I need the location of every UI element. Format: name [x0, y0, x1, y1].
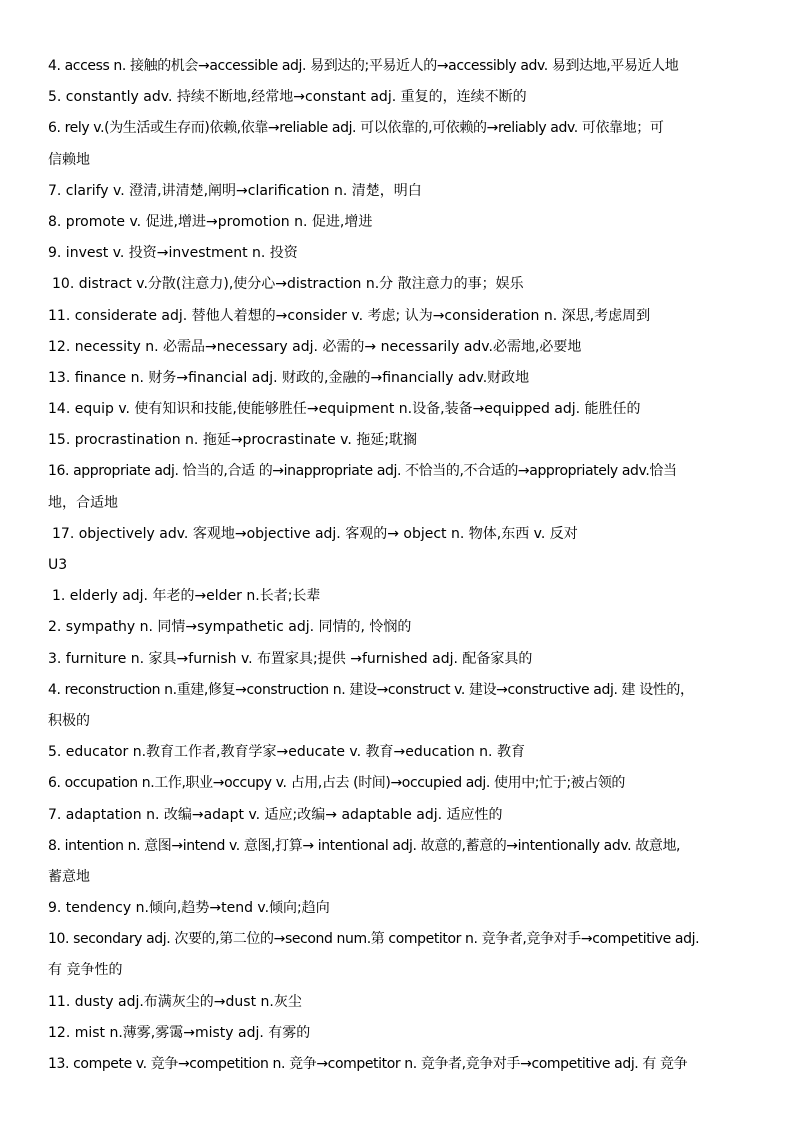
vocab-entry-equip: 14. equip v. 使有知识和技能,使能够胜任→equipment n.设备,装备→equipped adj. 能胜任的 — [48, 401, 641, 418]
vocab-entry-secondary: 10. secondary adj. 次要的,第二位的→second num.第 competitor n. 竞争者,竞争对手→competitive adj. — [48, 931, 700, 948]
vocab-entry-occupation: 6. occupation n.工作,职业→occupy v. 占用,占去 (时间)→occupied adj. 使用中;忙于;被占领的 — [48, 775, 626, 792]
vocab-entry-sympathy: 2. sympathy n. 同情→sympathetic adj. 同情的, 怜悯的 — [48, 619, 412, 636]
vocab-entry-intention: 8. intention n. 意图→intend v. 意图,打算→ intentional adj. 故意的,蓄意的→intentionally adv. 故意地, — [48, 837, 681, 854]
vocab-entry-appropriate: 16. appropriate adj. 恰当的,合适 的→inappropriate adj. 不恰当的,不合适的→appropriately adv.恰当 — [48, 463, 677, 480]
vocab-entry-furniture: 3. furniture n. 家具→furnish v. 布置家具;提供 →furnished adj. 配备家具的 — [48, 650, 533, 667]
vocab-entry-access: 4. access n. 接触的机会→accessible adj. 易到达的;平易近人的→accessibly adv. 易到达地,平易近人地 — [48, 58, 679, 74]
vocab-entry-elderly: 1. elderly adj. 年老的→elder n.长者;长辈 — [52, 588, 321, 605]
vocab-entry-rely: 6. rely v.(为生活或生存而)依赖,依靠→reliable adj. 可以依靠的,可依赖的→reliably adv. 可依靠地；可 — [48, 120, 664, 137]
vocab-entry-finance: 13. finance n. 财务→financial adj. 财政的,金融的→financially adv.财政地 — [48, 369, 530, 386]
vocab-entry-tendency: 9. tendency n.倾向,趋势→tend v.倾向;趋向 — [48, 900, 330, 917]
vocab-entry-adaptation: 7. adaptation n. 改编→adapt v. 适应;改编→ adaptable adj. 适应性的 — [48, 806, 503, 823]
vocab-entry-reconstruction-continued: 积极的 — [48, 712, 90, 729]
vocab-entry-constantly: 5. constantly adv. 持续不断地,经常地→constant adj. 重复的，连续不断的 — [48, 89, 527, 106]
vocab-entry-appropriate-continued: 地，合适地 — [48, 494, 118, 511]
vocab-entry-distract: 10. distract v.分散(注意力),使分心→distraction n.分 散注意力的事；娱乐 — [52, 276, 524, 293]
vocab-entry-intention-continued: 蓄意地 — [48, 868, 90, 885]
vocab-entry-invest: 9. invest v. 投资→investment n. 投资 — [48, 245, 298, 262]
vocab-entry-reconstruction: 4. reconstruction n.重建,修复→construction n. 建设→construct v. 建设→constructive adj. 建 设性的， — [48, 681, 694, 698]
vocab-entry-considerate: 11. considerate adj. 替他人着想的→consider v. 考虑; 认为→consideration n. 深思,考虑周到 — [48, 307, 651, 324]
vocab-entry-rely-continued: 信赖地 — [48, 151, 90, 168]
vocab-entry-clarify: 7. clarify v. 澄清,讲清楚,阐明→clarification n. 清楚，明白 — [48, 182, 422, 199]
vocab-entry-educator: 5. educator n.教育工作者,教育学家→educate v. 教育→education n. 教育 — [48, 744, 525, 761]
vocab-entry-mist: 12. mist n.薄雾,雾霭→misty adj. 有雾的 — [48, 1024, 311, 1041]
vocab-entry-dusty: 11. dusty adj.布满灰尘的→dust n.灰尘 — [48, 993, 302, 1010]
vocab-entry-objectively: 17. objectively adv. 客观地→objective adj. 客观的→ object n. 物体,东西 v. 反对 — [52, 525, 578, 542]
vocab-entry-compete: 13. compete v. 竞争→competition n. 竞争→competitor n. 竞争者,竞争对手→competitive adj. 有 竞争 — [48, 1056, 688, 1072]
vocab-entry-procrastination: 15. procrastination n. 拖延→procrastinate v. 拖延;耽搁 — [48, 432, 417, 449]
unit-heading: U3 — [48, 557, 68, 573]
vocab-entry-secondary-continued: 有 竞争性的 — [48, 962, 123, 979]
vocab-entry-promote: 8. promote v. 促进,增进→promotion n. 促进,增进 — [48, 213, 373, 230]
vocab-entry-necessity: 12. necessity n. 必需品→necessary adj. 必需的→ necessarily adv.必需地,必要地 — [48, 338, 582, 355]
